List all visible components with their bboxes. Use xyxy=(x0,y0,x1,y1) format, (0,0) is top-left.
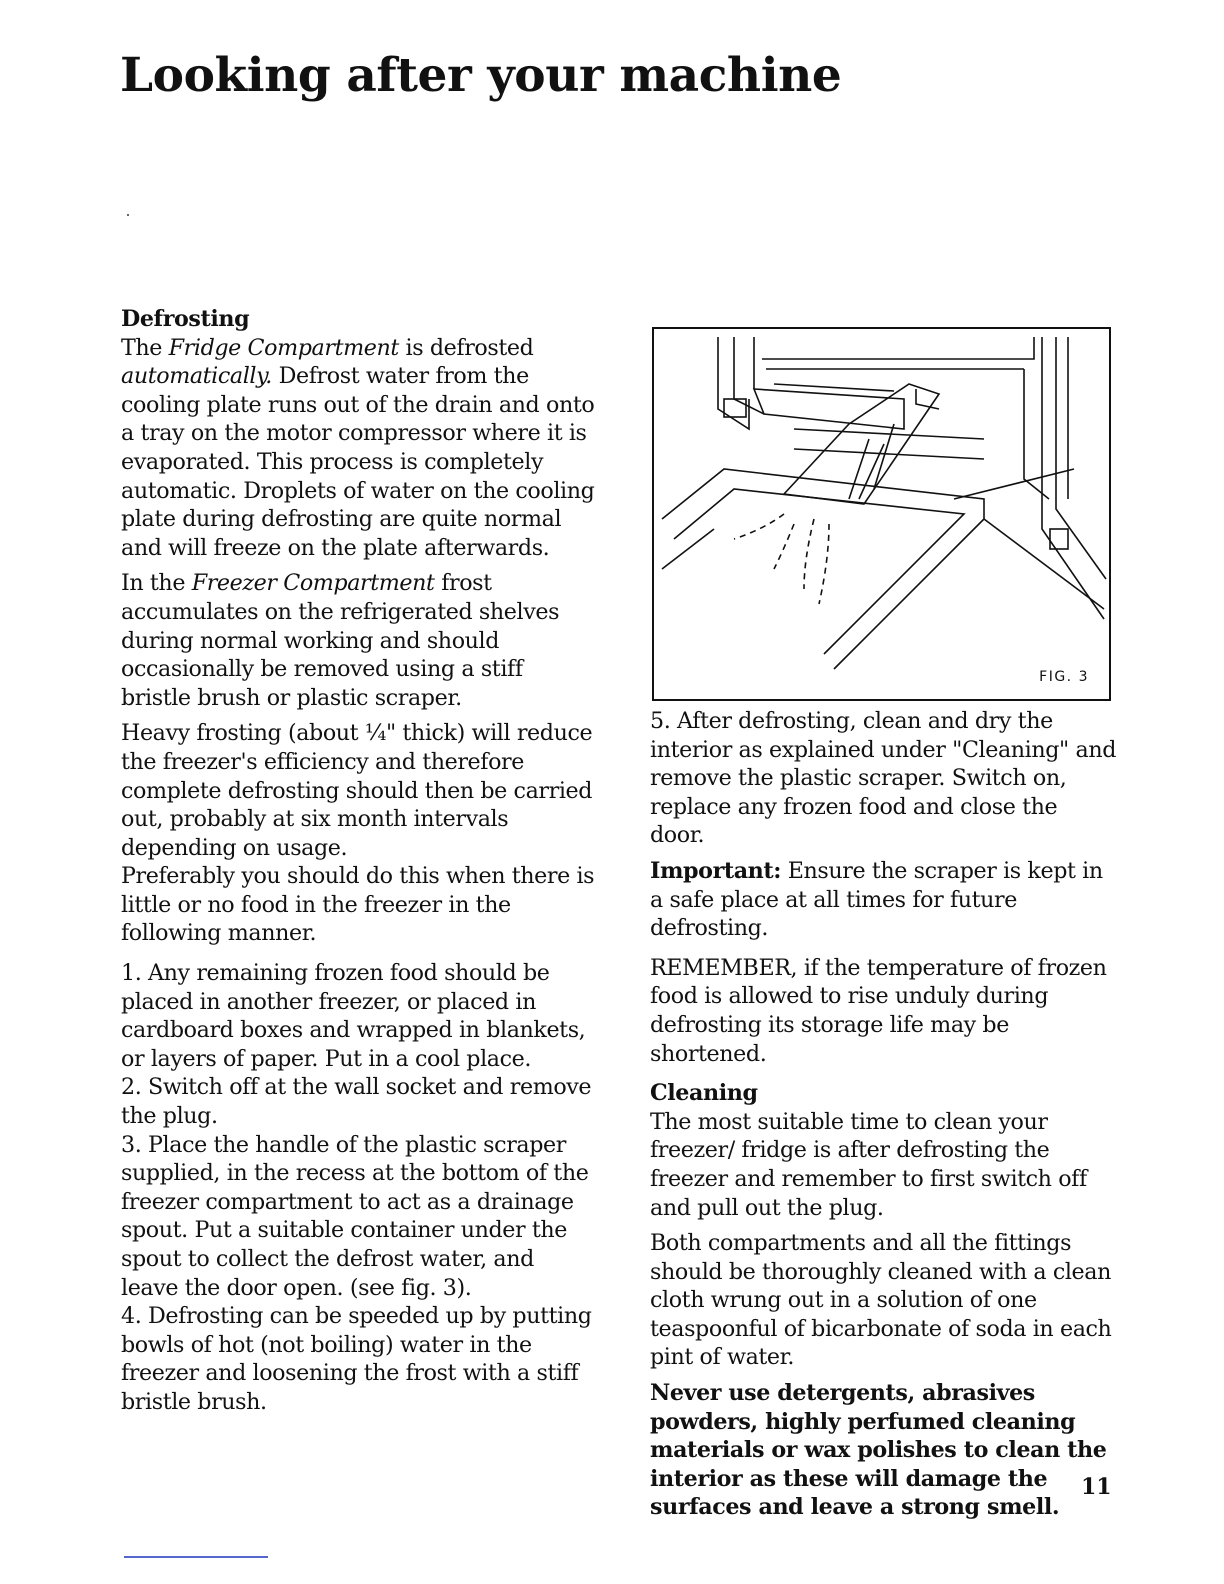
cleaning-paragraph-1: The most suitable time to clean your freezer/ fridge is after defrosting the freezer and remember to first switch off and pull out the plug. xyxy=(650,1108,1087,1221)
automatically-term: automatically. xyxy=(121,363,272,390)
page-number: 11 xyxy=(1081,1474,1112,1500)
text-run: is defrosted xyxy=(398,334,534,361)
cleaning-heading: Cleaning xyxy=(650,1080,758,1107)
text-run: The xyxy=(121,334,169,361)
fig-3-illustration xyxy=(652,327,1111,701)
scan-speck xyxy=(127,214,129,216)
important-label: Important: xyxy=(650,857,782,884)
remember-note: REMEMBER, if the temperature of frozen food is allowed to rise unduly during defrosting its storage life may be shortened. xyxy=(650,954,1107,1067)
important-note xyxy=(650,857,1118,943)
heavy-frosting-paragraph: Heavy frosting (about ¼" thick) will reduce the freezer's efficiency and therefore complete defrosting should then be carried out, probably at six month intervals depending on usage. xyxy=(121,720,593,861)
text-run: In the xyxy=(121,570,192,597)
freezer-drain-drawing xyxy=(654,329,1111,701)
fridge-compartment-term: Fridge Compartment xyxy=(168,334,399,361)
step-2: 2. Switch off at the wall socket and remove the plug. xyxy=(121,1074,592,1130)
defrosting-paragraph-2 xyxy=(121,569,596,712)
step-4: 4. Defrosting can be speeded up by putting bowls of hot (not boiling) water in the freezer and loosening the frost with a stiff bristle brush. xyxy=(121,1303,592,1415)
text-run: frost accumulates on the refrigerated shelves during normal working and should occasionally be removed using a stiff bristle brush or plastic scraper. xyxy=(121,570,560,711)
important-text: Ensure the scraper is kept in a safe place at all times for future defrosting. xyxy=(650,857,1103,942)
step-3: 3. Place the handle of the plastic scraper supplied, in the recess at the bottom of the freezer compartment to act as a drainage spout. Put a suitable container under the spout to collect the defrost water, and leave the door open. (see fig. 3). xyxy=(121,1131,589,1301)
step-5: 5. After defrosting, clean and dry the interior as explained under "Cleaning" and remove the plastic scraper. Switch on, replace any frozen food and close the door. xyxy=(650,708,1117,849)
page-title: Looking after your machine xyxy=(120,48,842,103)
preferably-paragraph: Preferably you should do this when there is little or no food in the freezer in the following manner. xyxy=(121,863,595,947)
right-column xyxy=(650,707,1118,1529)
figure-label: FIG. 3 xyxy=(1039,669,1089,685)
text-run: Defrost water from the cooling plate runs out of the drain and onto a tray on the motor compressor where it is evaporated. This process is completely automatic. Droplets of water on the cooling plate during defrosting are quite normal and will freeze on the plate afterwards. xyxy=(121,363,595,561)
left-column xyxy=(121,305,596,1417)
cleaning-paragraph-2: Both compartments and all the fittings should be thoroughly cleaned with a clean cloth wrung out in a solution of one teaspoonful of bicarbonate of soda in each pint of water. xyxy=(650,1230,1112,1371)
freezer-compartment-term: Freezer Compartment xyxy=(191,570,435,597)
defrosting-paragraph-1 xyxy=(121,334,596,563)
footer-rule xyxy=(124,1556,268,1558)
cleaning-warning: Never use detergents, abrasives powders, highly perfumed cleaning materials or wax polishes to clean the interior as these will damage the surfaces and leave a strong smell. xyxy=(650,1380,1107,1521)
step-1: 1. Any remaining frozen food should be placed in another freezer, or placed in cardboard boxes and wrapped in blankets, or layers of paper. Put in a cool place. xyxy=(121,960,586,1072)
defrosting-heading: Defrosting xyxy=(121,306,250,332)
